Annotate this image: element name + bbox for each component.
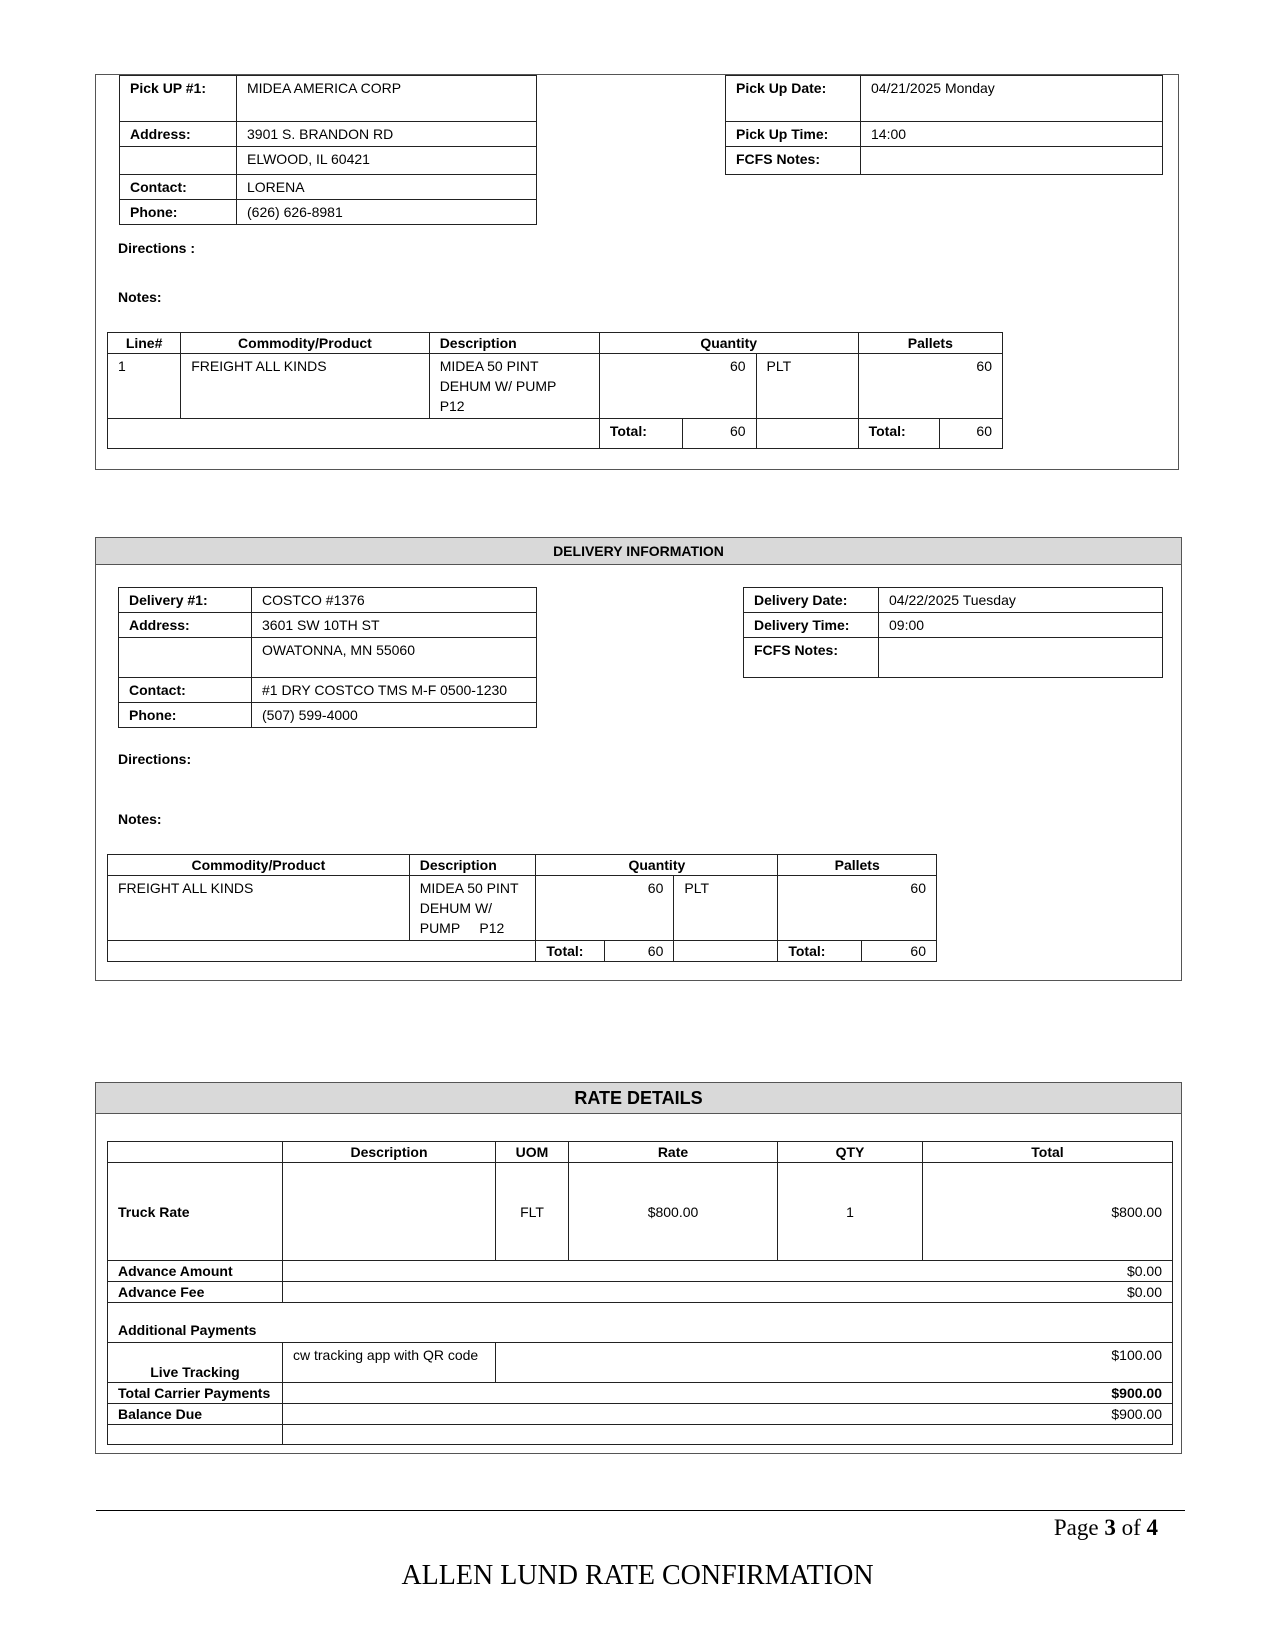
row-unit: PLT bbox=[674, 876, 778, 941]
pickup-date-table bbox=[725, 75, 1163, 175]
delivery-label: Delivery #1: bbox=[119, 588, 252, 613]
total-label: Total: bbox=[599, 419, 683, 449]
pickup-fcfs-label: FCFS Notes: bbox=[726, 147, 861, 175]
row-pallets: 60 bbox=[858, 354, 1002, 419]
pickup-value: MIDEA AMERICA CORP bbox=[237, 76, 537, 122]
row-line: 1 bbox=[108, 354, 181, 419]
delivery-notes-label: Notes: bbox=[118, 811, 162, 827]
pickup-address-line1: 3901 S. BRANDON RD bbox=[237, 122, 537, 147]
delivery-fcfs-value bbox=[879, 638, 1163, 678]
truck-rate-total: $800.00 bbox=[923, 1163, 1173, 1261]
pickup-date-value: 04/21/2025 Monday bbox=[861, 76, 1163, 122]
col-pallets: Pallets bbox=[778, 855, 937, 876]
truck-rate-qty: 1 bbox=[778, 1163, 923, 1261]
col-quantity: Quantity bbox=[536, 855, 778, 876]
advance-fee-value: $0.00 bbox=[283, 1282, 1173, 1303]
col-total: Total bbox=[923, 1142, 1173, 1163]
total-carrier-payments-value: $900.00 bbox=[283, 1383, 1173, 1404]
truck-rate-rate: $800.00 bbox=[569, 1163, 778, 1261]
delivery-phone-label: Phone: bbox=[119, 703, 252, 728]
total-carrier-payments-label: Total Carrier Payments bbox=[108, 1383, 283, 1404]
row-commodity: FREIGHT ALL KINDS bbox=[181, 354, 429, 419]
delivery-contact-label: Contact: bbox=[119, 678, 252, 703]
col-description: Description bbox=[409, 855, 536, 876]
truck-rate-uom: FLT bbox=[496, 1163, 569, 1261]
pickup-fcfs-value bbox=[861, 147, 1163, 175]
delivery-address-line2: OWATONNA, MN 55060 bbox=[252, 638, 537, 678]
row-description: MIDEA 50 PINT DEHUM W/ PUMP P12 bbox=[409, 876, 536, 941]
rate-header: RATE DETAILS bbox=[96, 1083, 1181, 1114]
delivery-contact-value: #1 DRY COSTCO TMS M-F 0500-1230 bbox=[252, 678, 537, 703]
pickup-address-label: Address: bbox=[120, 122, 237, 147]
total-label: Total: bbox=[536, 941, 605, 962]
pickup-contact-value: LORENA bbox=[237, 175, 537, 200]
delivery-address-line1: 3601 SW 10TH ST bbox=[252, 613, 537, 638]
total-pallets-label: Total: bbox=[858, 419, 939, 449]
advance-amount-value: $0.00 bbox=[283, 1261, 1173, 1282]
live-tracking-description: cw tracking app with QR code bbox=[283, 1343, 496, 1383]
rate-table bbox=[107, 1141, 1173, 1445]
pickup-date-label: Pick Up Date: bbox=[726, 76, 861, 122]
table-row bbox=[108, 876, 937, 941]
pickup-label: Pick UP #1: bbox=[120, 76, 237, 122]
delivery-phone-value: (507) 599-4000 bbox=[252, 703, 537, 728]
pickup-info-table bbox=[119, 75, 537, 225]
balance-due-label: Balance Due bbox=[108, 1404, 283, 1425]
pickup-phone-value: (626) 626-8981 bbox=[237, 200, 537, 225]
col-line: Line# bbox=[108, 333, 181, 354]
additional-payments-label: Additional Payments bbox=[108, 1303, 1173, 1343]
pickup-time-label: Pick Up Time: bbox=[726, 122, 861, 147]
advance-amount-label: Advance Amount bbox=[108, 1261, 283, 1282]
delivery-time-label: Delivery Time: bbox=[744, 613, 879, 638]
total-pallets: 60 bbox=[940, 419, 1003, 449]
delivery-directions-label: Directions: bbox=[118, 751, 192, 767]
row-description: MIDEA 50 PINT DEHUM W/ PUMP P12 bbox=[429, 354, 599, 419]
live-tracking-label: Live Tracking bbox=[108, 1343, 283, 1383]
pickup-contact-label: Contact: bbox=[120, 175, 237, 200]
pickup-commodity-table bbox=[107, 332, 1003, 449]
document-title: ALLEN LUND RATE CONFIRMATION bbox=[401, 1560, 874, 1591]
delivery-value: COSTCO #1376 bbox=[252, 588, 537, 613]
pickup-directions-label: Directions : bbox=[118, 240, 196, 256]
page-number: Page 3 of 4 bbox=[1053, 1515, 1158, 1540]
total-quantity: 60 bbox=[683, 419, 756, 449]
delivery-address-label: Address: bbox=[119, 613, 252, 638]
pickup-notes-label: Notes: bbox=[118, 289, 162, 305]
balance-due-value: $900.00 bbox=[283, 1404, 1173, 1425]
col-description: Description bbox=[283, 1142, 496, 1163]
truck-rate-description bbox=[283, 1163, 496, 1261]
delivery-info-table bbox=[118, 587, 537, 728]
advance-fee-label: Advance Fee bbox=[108, 1282, 283, 1303]
table-row bbox=[108, 354, 1003, 419]
delivery-date-label: Delivery Date: bbox=[744, 588, 879, 613]
delivery-date-value: 04/22/2025 Tuesday bbox=[879, 588, 1163, 613]
delivery-date-table bbox=[743, 587, 1163, 678]
col-qty: QTY bbox=[778, 1142, 923, 1163]
total-pallets: 60 bbox=[861, 941, 936, 962]
row-unit: PLT bbox=[756, 354, 858, 419]
delivery-header: DELIVERY INFORMATION bbox=[96, 538, 1181, 565]
truck-rate-row bbox=[108, 1163, 1173, 1261]
delivery-fcfs-label: FCFS Notes: bbox=[744, 638, 879, 678]
pickup-time-value: 14:00 bbox=[861, 122, 1163, 147]
pickup-address-line2: ELWOOD, IL 60421 bbox=[237, 147, 537, 175]
total-pallets-label: Total: bbox=[778, 941, 861, 962]
row-quantity: 60 bbox=[536, 876, 674, 941]
pickup-phone-label: Phone: bbox=[120, 200, 237, 225]
total-quantity: 60 bbox=[605, 941, 674, 962]
row-commodity: FREIGHT ALL KINDS bbox=[108, 876, 410, 941]
col-description: Description bbox=[429, 333, 599, 354]
live-tracking-value: $100.00 bbox=[496, 1343, 1173, 1383]
col-commodity: Commodity/Product bbox=[181, 333, 429, 354]
row-pallets: 60 bbox=[778, 876, 937, 941]
footer-divider bbox=[96, 1510, 1185, 1511]
col-pallets: Pallets bbox=[858, 333, 1002, 354]
col-rate: Rate bbox=[569, 1142, 778, 1163]
delivery-time-value: 09:00 bbox=[879, 613, 1163, 638]
col-quantity: Quantity bbox=[599, 333, 858, 354]
truck-rate-label: Truck Rate bbox=[108, 1163, 283, 1261]
col-commodity: Commodity/Product bbox=[108, 855, 410, 876]
delivery-commodity-table bbox=[107, 854, 937, 962]
row-quantity: 60 bbox=[599, 354, 756, 419]
col-uom: UOM bbox=[496, 1142, 569, 1163]
